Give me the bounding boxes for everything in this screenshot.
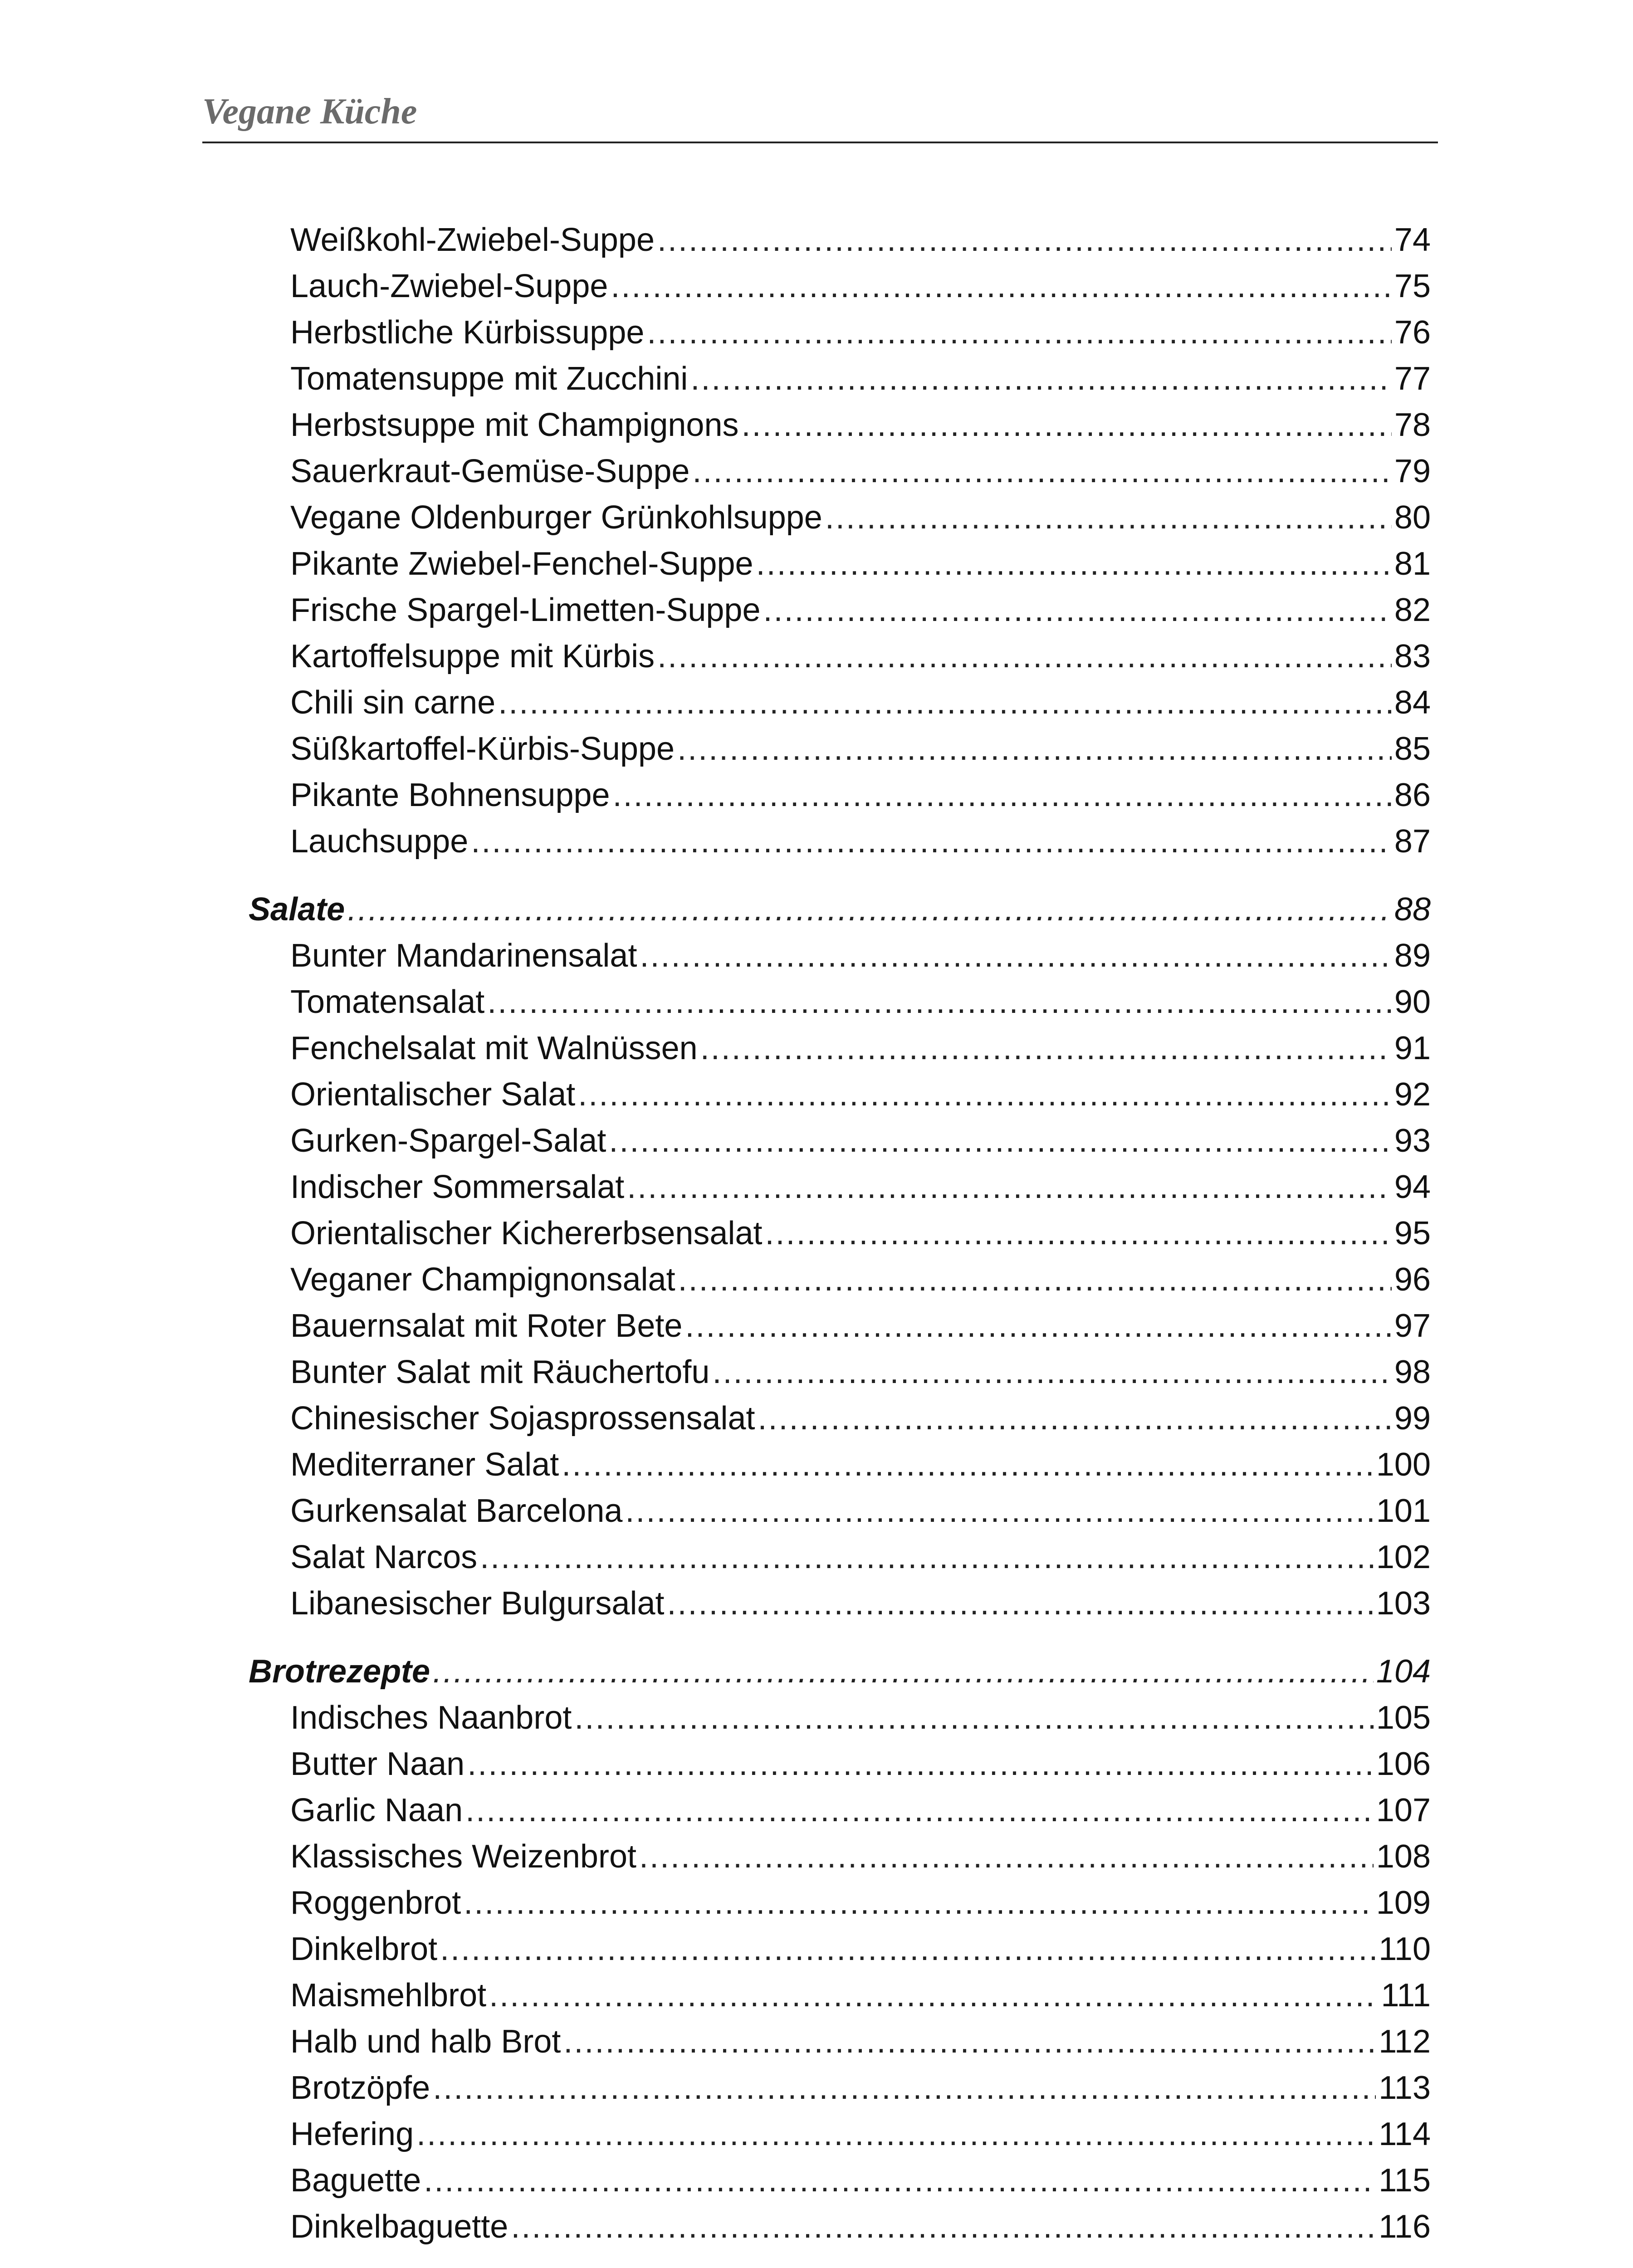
toc-entry-page-number: 99 [1394,1400,1431,1437]
toc-entry-page-number: 93 [1394,1123,1431,1159]
dot-leader [647,309,1392,356]
toc-entry-page-number: 90 [1394,984,1431,1020]
toc-entry-page-number: 87 [1394,823,1431,860]
dot-leader [690,356,1391,402]
toc-entry[interactable] [290,448,1431,494]
toc-entry[interactable] [290,1210,1431,1256]
toc-entry-title: Chinesischer Sojasprossensalat [290,1400,755,1437]
dot-leader [471,818,1392,865]
toc-entry[interactable] [290,1833,1431,1880]
toc-entry[interactable] [290,1442,1431,1488]
toc-entry-title: Indischer Sommersalat [290,1169,625,1205]
toc-entry-title: Herbstliche Kürbissuppe [290,314,645,351]
toc-entry-page-number: 102 [1376,1539,1431,1575]
toc-entry-page-number: 77 [1394,361,1431,397]
toc-entry[interactable] [290,1695,1431,1741]
toc-entry[interactable] [290,1972,1431,2019]
dot-leader [678,1256,1392,1303]
dot-leader [763,587,1392,633]
toc-entry-title: Chili sin carne [290,684,496,721]
toc-entry-page-number: 82 [1394,592,1431,628]
dot-leader [465,1787,1374,1833]
toc-entry-page-number: 114 [1379,2116,1431,2152]
toc-entry-page-number: 91 [1394,1030,1431,1066]
dot-leader [424,2157,1376,2204]
dot-leader [498,679,1392,726]
dot-leader [416,2111,1376,2157]
dot-leader [825,494,1392,541]
dot-leader [464,1880,1374,1926]
dot-leader [574,1695,1373,1741]
toc-entry-title: Gurken-Spargel-Salat [290,1123,606,1159]
dot-leader [742,402,1392,448]
dot-leader [692,448,1391,494]
toc-entry-page-number: 110 [1379,1931,1431,1967]
toc-entry[interactable] [290,2111,1431,2157]
toc-entry-title: Halb und halb Brot [290,2024,561,2060]
toc-entry-title: Brotrezepte [249,1653,430,1690]
toc-entry[interactable] [290,726,1431,772]
toc-entry[interactable] [290,2157,1431,2204]
toc-entry-title: Gurkensalat Barcelona [290,1493,623,1529]
toc-entry-title: Baguette [290,2162,421,2199]
toc-entry-page-number: 80 [1394,499,1431,536]
dot-leader [677,726,1392,772]
toc-entry-page-number: 113 [1379,2070,1431,2106]
toc-entry-page-number: 103 [1376,1585,1431,1622]
toc-entry-page-number: 78 [1394,407,1431,443]
toc-entry[interactable] [290,633,1431,679]
toc-entry-title: Tomatensuppe mit Zucchini [290,361,688,397]
dot-leader [611,263,1391,309]
toc-entry[interactable] [290,1880,1431,1926]
dot-leader [625,1488,1373,1534]
toc-entry-page-number: 108 [1376,1838,1431,1875]
toc-entry-page-number: 112 [1379,2024,1431,2060]
toc-section-entry[interactable] [249,1648,1431,1695]
dot-leader [627,1164,1392,1210]
toc-entry[interactable] [290,309,1431,356]
dot-leader [467,1741,1374,1787]
toc-entry-page-number: 106 [1376,1746,1431,1782]
dot-leader [765,1210,1391,1256]
toc-entry[interactable] [290,541,1431,587]
dot-leader [440,1926,1376,1972]
toc-entry-page-number: 97 [1394,1308,1431,1344]
toc-entry[interactable] [290,1256,1431,1303]
toc-entry[interactable] [290,1395,1431,1442]
toc-entry-page-number: 85 [1394,731,1431,767]
toc-entry-page-number: 95 [1394,1215,1431,1251]
dot-leader [657,217,1392,263]
toc-entry-page-number: 105 [1376,1700,1431,1736]
dot-leader [639,1833,1374,1880]
toc-entry-page-number: 92 [1394,1076,1431,1113]
toc-section-entry[interactable] [249,886,1431,933]
toc-entry-title: Mediterraner Salat [290,1447,559,1483]
toc-entry[interactable] [290,402,1431,448]
dot-leader [685,1303,1391,1349]
dot-leader [487,979,1392,1025]
toc-entry-page-number: 83 [1394,638,1431,675]
toc-entry-title: Garlic Naan [290,1792,463,1828]
toc-entry-title: Fenchelsalat mit Walnüssen [290,1030,698,1066]
toc-entry[interactable] [290,1118,1431,1164]
toc-entry-title: Butter Naan [290,1746,465,1782]
toc-entry[interactable] [290,1741,1431,1787]
toc-entry[interactable] [290,263,1431,309]
toc-entry[interactable] [290,818,1431,865]
dot-leader [433,2065,1376,2111]
dot-leader [578,1071,1392,1118]
dot-leader [640,933,1391,979]
toc-entry[interactable] [290,587,1431,633]
dot-leader [433,1648,1374,1695]
toc-entry-title: Tomatensalat [290,984,485,1020]
toc-entry-title: Süßkartoffel-Kürbis-Suppe [290,731,675,767]
toc-entry-title: Klassisches Weizenbrot [290,1838,636,1875]
dot-leader [511,2204,1376,2250]
toc-entry-title: Roggenbrot [290,1885,461,1921]
toc-entry[interactable] [290,494,1431,541]
toc-entry-title: Hefering [290,2116,414,2152]
toc-entry[interactable] [290,679,1431,726]
toc-entry-page-number: 89 [1394,938,1431,974]
toc-entry-title: Weißkohl-Zwiebel-Suppe [290,222,655,258]
toc-entry-page-number: 115 [1379,2162,1431,2199]
toc-entry[interactable] [290,1071,1431,1118]
dot-leader [758,1395,1392,1442]
toc-entry-page-number: 100 [1376,1447,1431,1483]
toc-entry-title: Frische Spargel-Limetten-Suppe [290,592,761,628]
toc-entry-page-number: 107 [1376,1792,1431,1828]
toc-entry-title: Kartoffelsuppe mit Kürbis [290,638,655,675]
dot-leader [347,886,1392,933]
toc-entry[interactable] [290,2204,1431,2250]
toc-entry-title: Bunter Salat mit Räuchertofu [290,1354,710,1390]
toc-entry-page-number: 109 [1376,1885,1431,1921]
toc-entry-title: Bunter Mandarinensalat [290,938,637,974]
dot-leader [756,541,1392,587]
toc-entry-page-number: 74 [1394,222,1431,258]
toc-entry[interactable] [290,217,1431,263]
toc-entry-page-number: 75 [1394,268,1431,304]
toc-entry-title: Veganer Champignonsalat [290,1261,675,1298]
toc-entry-title: Dinkelbrot [290,1931,438,1967]
toc-entry[interactable] [290,1580,1431,1627]
toc-entry-page-number: 96 [1394,1261,1431,1298]
toc-entry-title: Indisches Naanbrot [290,1700,572,1736]
toc-entry-title: Sauerkraut-Gemüse-Suppe [290,453,690,489]
toc-entry-page-number: 98 [1394,1354,1431,1390]
toc-entry[interactable] [290,933,1431,979]
dot-leader [563,2019,1376,2065]
toc-entry-title: Dinkelbaguette [290,2209,508,2245]
toc-entry-title: Lauch-Zwiebel-Suppe [290,268,608,304]
toc-entry[interactable] [290,1488,1431,1534]
dot-leader [613,772,1392,818]
toc-entry[interactable] [290,356,1431,402]
toc-entry[interactable] [290,1349,1431,1395]
toc-entry-title: Herbstsuppe mit Champignons [290,407,739,443]
toc-entry-title: Salat Narcos [290,1539,478,1575]
toc-entry-title: Salate [249,891,345,928]
running-head-title: Vegane Küche [202,92,417,132]
toc-entry-title: Pikante Bohnensuppe [290,777,610,813]
dot-leader [700,1025,1392,1071]
toc-entry[interactable] [290,1025,1431,1071]
dot-leader [489,1972,1378,2019]
toc-entry-page-number: 101 [1376,1493,1431,1529]
toc-entry-title: Libanesischer Bulgursalat [290,1585,665,1622]
toc-entry[interactable] [290,979,1431,1025]
dot-leader [562,1442,1374,1488]
dot-leader [712,1349,1391,1395]
toc-entry[interactable] [290,2065,1431,2111]
dot-leader [657,633,1392,679]
toc-entry-page-number: 116 [1379,2209,1431,2245]
toc-entry[interactable] [290,1164,1431,1210]
toc-entry-page-number: 94 [1394,1169,1431,1205]
toc-entry-page-number: 79 [1394,453,1431,489]
toc-entry-page-number: 84 [1394,684,1431,721]
toc-entry-title: Bauernsalat mit Roter Bete [290,1308,683,1344]
toc-entry-title: Orientalischer Salat [290,1076,576,1113]
toc-entry-page-number: 88 [1394,891,1431,928]
toc-entry-page-number: 104 [1376,1653,1431,1690]
toc-entry-title: Orientalischer Kichererbsensalat [290,1215,763,1251]
dot-leader [667,1580,1373,1627]
toc-entry-title: Maismehlbrot [290,1977,487,2014]
toc-entry-title: Vegane Oldenburger Grünkohlsuppe [290,499,822,536]
toc-entry[interactable] [290,2019,1431,2065]
toc-entry[interactable] [290,1534,1431,1580]
toc-entry[interactable] [290,1303,1431,1349]
toc-entry-title: Pikante Zwiebel-Fenchel-Suppe [290,546,753,582]
toc-entry[interactable] [290,1926,1431,1972]
toc-entry-page-number: 86 [1394,777,1431,813]
toc-entry-title: Lauchsuppe [290,823,469,860]
toc-entry-page-number: 81 [1394,546,1431,582]
dot-leader [609,1118,1392,1164]
toc-entry-page-number: 111 [1381,1977,1431,2014]
toc-entry-title: Brotzöpfe [290,2070,430,2106]
toc-entry-page-number: 76 [1394,314,1431,351]
dot-leader [480,1534,1374,1580]
toc-entry[interactable] [290,772,1431,818]
toc-entry[interactable] [290,1787,1431,1833]
